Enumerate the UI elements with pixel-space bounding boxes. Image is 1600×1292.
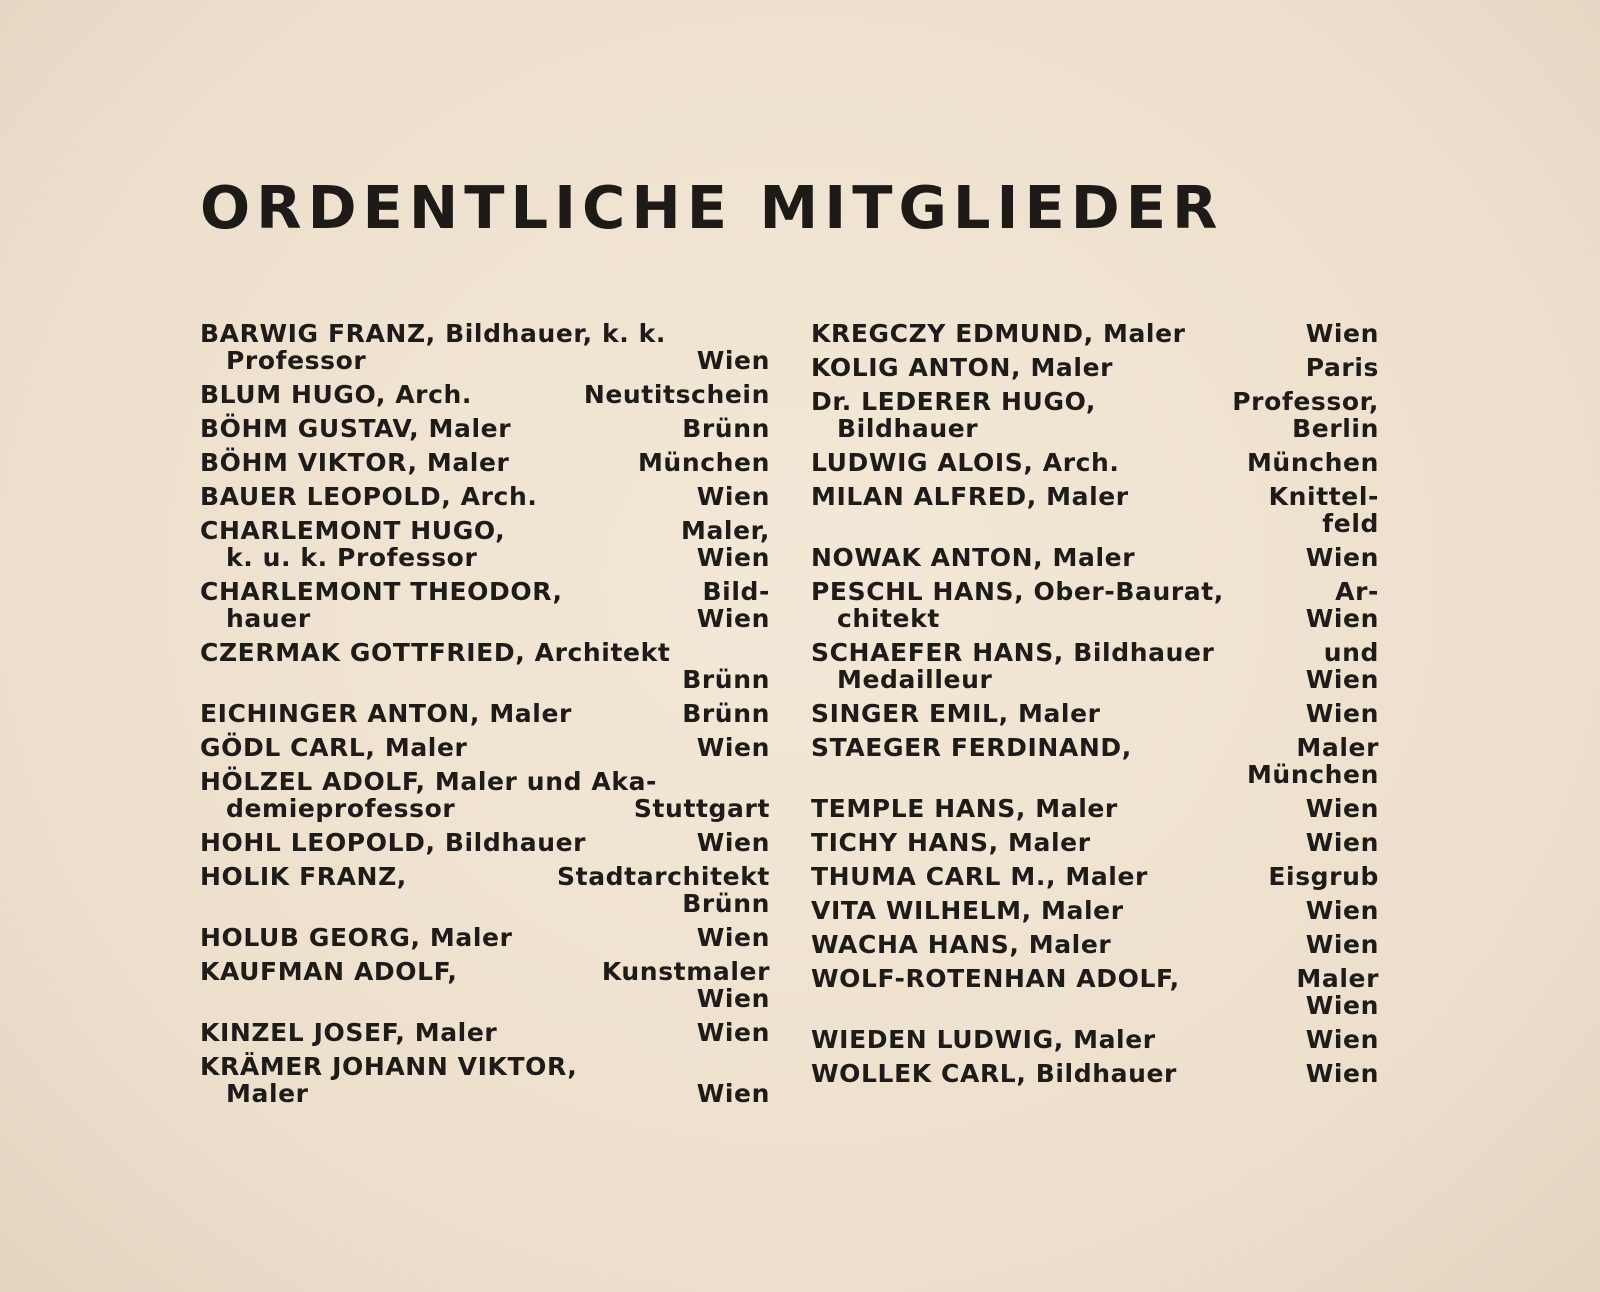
member-line xyxy=(811,639,1379,666)
member-continuation-line xyxy=(811,415,1379,442)
member-continuation-line xyxy=(200,605,770,632)
member-text: THUMA CARL M., Maler xyxy=(811,862,1148,891)
member-place: Bild- xyxy=(702,577,770,606)
member-text: WIEDEN LUDWIG, Maler xyxy=(811,1025,1156,1054)
member-entry xyxy=(811,1060,1379,1087)
member-entry xyxy=(811,354,1379,381)
member-line xyxy=(811,483,1379,510)
member-line xyxy=(200,381,770,408)
member-entry xyxy=(200,1019,770,1046)
member-entry xyxy=(200,517,770,571)
member-entry xyxy=(811,700,1379,727)
member-place: Wien xyxy=(696,923,770,952)
member-continuation-line xyxy=(200,890,770,917)
member-place: Wien xyxy=(1305,1025,1379,1054)
member-line xyxy=(811,863,1379,890)
member-text: PESCHL HANS, Ober-Baurat, xyxy=(811,577,1224,606)
member-entry xyxy=(811,863,1379,890)
member-entry xyxy=(200,639,770,693)
member-continuation-line xyxy=(200,1080,770,1107)
member-line xyxy=(200,449,770,476)
member-place: Wien xyxy=(696,604,770,633)
member-place: Wien xyxy=(696,733,770,762)
member-text: demieprofessor xyxy=(226,794,456,823)
member-line xyxy=(200,924,770,951)
member-place: Wien xyxy=(696,346,770,375)
member-text: KAUFMAN ADOLF, xyxy=(200,957,458,986)
member-line xyxy=(200,700,770,727)
member-line xyxy=(811,1060,1379,1087)
member-place: Wien xyxy=(696,828,770,857)
member-place: Brünn xyxy=(682,889,770,918)
member-line xyxy=(811,931,1379,958)
member-place: Stuttgart xyxy=(633,794,770,823)
member-entry xyxy=(811,388,1379,442)
member-place: Brünn xyxy=(682,414,770,443)
member-entry xyxy=(200,734,770,761)
member-text: Bildhauer xyxy=(837,414,979,443)
member-text: KOLIG ANTON, Maler xyxy=(811,353,1114,382)
member-text: GÖDL CARL, Maler xyxy=(200,733,468,762)
member-line xyxy=(200,578,770,605)
member-entry xyxy=(811,578,1379,632)
member-entry xyxy=(811,1026,1379,1053)
member-continuation-line xyxy=(811,510,1379,537)
member-entry xyxy=(200,958,770,1012)
member-place: Knittel- xyxy=(1268,482,1379,511)
member-entry xyxy=(200,700,770,727)
member-place: Wien xyxy=(1305,543,1379,572)
member-continuation-line xyxy=(811,605,1379,632)
member-text: STAEGER FERDINAND, xyxy=(811,733,1132,762)
member-line xyxy=(200,1019,770,1046)
member-entry xyxy=(200,381,770,408)
member-text: chitekt xyxy=(837,604,940,633)
member-continuation-line xyxy=(811,761,1379,788)
member-text: BLUM HUGO, Arch. xyxy=(200,380,473,409)
member-entry xyxy=(200,483,770,510)
member-entry xyxy=(811,897,1379,924)
member-entry xyxy=(811,734,1379,788)
member-place: Wien xyxy=(696,984,770,1013)
member-entry xyxy=(811,931,1379,958)
member-place: Eisgrub xyxy=(1268,862,1379,891)
member-line xyxy=(811,578,1379,605)
member-text: SINGER EMIL, Maler xyxy=(811,699,1101,728)
member-place: Professor, xyxy=(1232,387,1379,416)
member-place: Wien xyxy=(1305,604,1379,633)
member-place: Brünn xyxy=(682,699,770,728)
member-line xyxy=(200,768,770,795)
member-place: Paris xyxy=(1305,353,1379,382)
member-text: Maler xyxy=(226,1079,309,1108)
member-text: BARWIG FRANZ, Bildhauer, k. k. xyxy=(200,319,666,348)
member-place: Stadtarchitekt xyxy=(557,862,770,891)
member-continuation-line xyxy=(811,992,1379,1019)
member-entry xyxy=(200,924,770,951)
member-text: BAUER LEOPOLD, Arch. xyxy=(200,482,538,511)
member-line xyxy=(811,897,1379,924)
member-text: LUDWIG ALOIS, Arch. xyxy=(811,448,1120,477)
member-entry xyxy=(200,1053,770,1107)
member-place: Maler xyxy=(1296,964,1379,993)
member-continuation-line xyxy=(200,985,770,1012)
member-continuation-line xyxy=(200,544,770,571)
member-place: Maler, xyxy=(680,516,770,545)
member-place: Berlin xyxy=(1292,414,1379,443)
member-place: Wien xyxy=(1305,665,1379,694)
member-line xyxy=(200,734,770,761)
member-entry xyxy=(811,483,1379,537)
member-line xyxy=(811,965,1379,992)
member-text: KRÄMER JOHANN VIKTOR, xyxy=(200,1052,578,1081)
member-entry xyxy=(811,829,1379,856)
member-line xyxy=(200,829,770,856)
member-line xyxy=(811,829,1379,856)
member-text: TICHY HANS, Maler xyxy=(811,828,1091,857)
member-place: Brünn xyxy=(682,665,770,694)
member-entry xyxy=(200,578,770,632)
member-place: München xyxy=(1246,448,1379,477)
member-text: EICHINGER ANTON, Maler xyxy=(200,699,572,728)
member-list-left xyxy=(200,320,770,1114)
member-continuation-line xyxy=(811,666,1379,693)
member-line xyxy=(811,734,1379,761)
member-text: hauer xyxy=(226,604,311,633)
member-place: Wien xyxy=(1305,896,1379,925)
member-place: Wien xyxy=(1305,319,1379,348)
member-text: MILAN ALFRED, Maler xyxy=(811,482,1129,511)
member-text: KREGCZY EDMUND, Maler xyxy=(811,319,1186,348)
member-entry xyxy=(811,639,1379,693)
member-place: Wien xyxy=(1305,1059,1379,1088)
member-entry xyxy=(200,449,770,476)
member-place: Wien xyxy=(1305,794,1379,823)
member-text: SCHAEFER HANS, Bildhauer xyxy=(811,638,1215,667)
member-line xyxy=(811,449,1379,476)
member-text: BÖHM VIKTOR, Maler xyxy=(200,448,510,477)
member-continuation-line xyxy=(200,795,770,822)
member-entry xyxy=(811,795,1379,822)
member-place: Wien xyxy=(696,1018,770,1047)
member-text: WOLF-ROTENHAN ADOLF, xyxy=(811,964,1180,993)
member-text: Professor xyxy=(226,346,367,375)
member-place: Ar- xyxy=(1335,577,1379,606)
member-line xyxy=(811,795,1379,822)
member-place: und xyxy=(1323,638,1379,667)
member-line xyxy=(200,483,770,510)
member-place: Maler xyxy=(1296,733,1379,762)
member-line xyxy=(811,388,1379,415)
member-line xyxy=(200,863,770,890)
page-title: ORDENTLICHE MITGLIEDER xyxy=(200,173,1224,242)
member-text: CZERMAK GOTTFRIED, Architekt xyxy=(200,638,671,667)
member-text: VITA WILHELM, Maler xyxy=(811,896,1124,925)
member-continuation-line xyxy=(200,347,770,374)
member-line xyxy=(811,1026,1379,1053)
member-text: HOLIK FRANZ, xyxy=(200,862,407,891)
member-text: k. u. k. Professor xyxy=(226,543,478,572)
member-text: NOWAK ANTON, Maler xyxy=(811,543,1136,572)
member-place: Kunstmaler xyxy=(601,957,770,986)
member-text: TEMPLE HANS, Maler xyxy=(811,794,1118,823)
member-place: Wien xyxy=(1305,930,1379,959)
member-text: HOHL LEOPOLD, Bildhauer xyxy=(200,828,587,857)
member-line xyxy=(200,415,770,442)
member-place: feld xyxy=(1322,509,1379,538)
member-line xyxy=(811,320,1379,347)
member-text: HOLUB GEORG, Maler xyxy=(200,923,513,952)
member-place: Wien xyxy=(1305,828,1379,857)
member-text: HÖLZEL ADOLF, Maler und Aka- xyxy=(200,767,658,796)
member-text: KINZEL JOSEF, Maler xyxy=(200,1018,498,1047)
member-line xyxy=(200,958,770,985)
member-entry xyxy=(811,449,1379,476)
member-text: WOLLEK CARL, Bildhauer xyxy=(811,1059,1177,1088)
member-text: BÖHM GUSTAV, Maler xyxy=(200,414,512,443)
member-place: Wien xyxy=(1305,991,1379,1020)
member-line xyxy=(200,517,770,544)
member-place: Wien xyxy=(696,1079,770,1108)
member-text: CHARLEMONT THEODOR, xyxy=(200,577,563,606)
member-place: Wien xyxy=(696,482,770,511)
member-line xyxy=(200,639,770,666)
member-entry xyxy=(811,965,1379,1019)
member-text: CHARLEMONT HUGO, xyxy=(200,516,506,545)
member-entry xyxy=(200,320,770,374)
member-text: Dr. LEDERER HUGO, xyxy=(811,387,1096,416)
member-place: Neutitschein xyxy=(583,380,770,409)
member-line xyxy=(811,354,1379,381)
member-place: München xyxy=(637,448,770,477)
member-line xyxy=(811,700,1379,727)
member-place: Wien xyxy=(696,543,770,572)
member-entry xyxy=(200,768,770,822)
member-text: Medailleur xyxy=(837,665,993,694)
member-line xyxy=(200,1053,770,1080)
member-place: München xyxy=(1246,760,1379,789)
member-continuation-line xyxy=(200,666,770,693)
member-entry xyxy=(200,415,770,442)
member-place: Wien xyxy=(1305,699,1379,728)
member-entry xyxy=(200,863,770,917)
member-entry xyxy=(811,320,1379,347)
member-list-right xyxy=(811,320,1379,1094)
member-entry xyxy=(811,544,1379,571)
member-line xyxy=(200,320,770,347)
member-line xyxy=(811,544,1379,571)
member-text: WACHA HANS, Maler xyxy=(811,930,1112,959)
member-entry xyxy=(200,829,770,856)
